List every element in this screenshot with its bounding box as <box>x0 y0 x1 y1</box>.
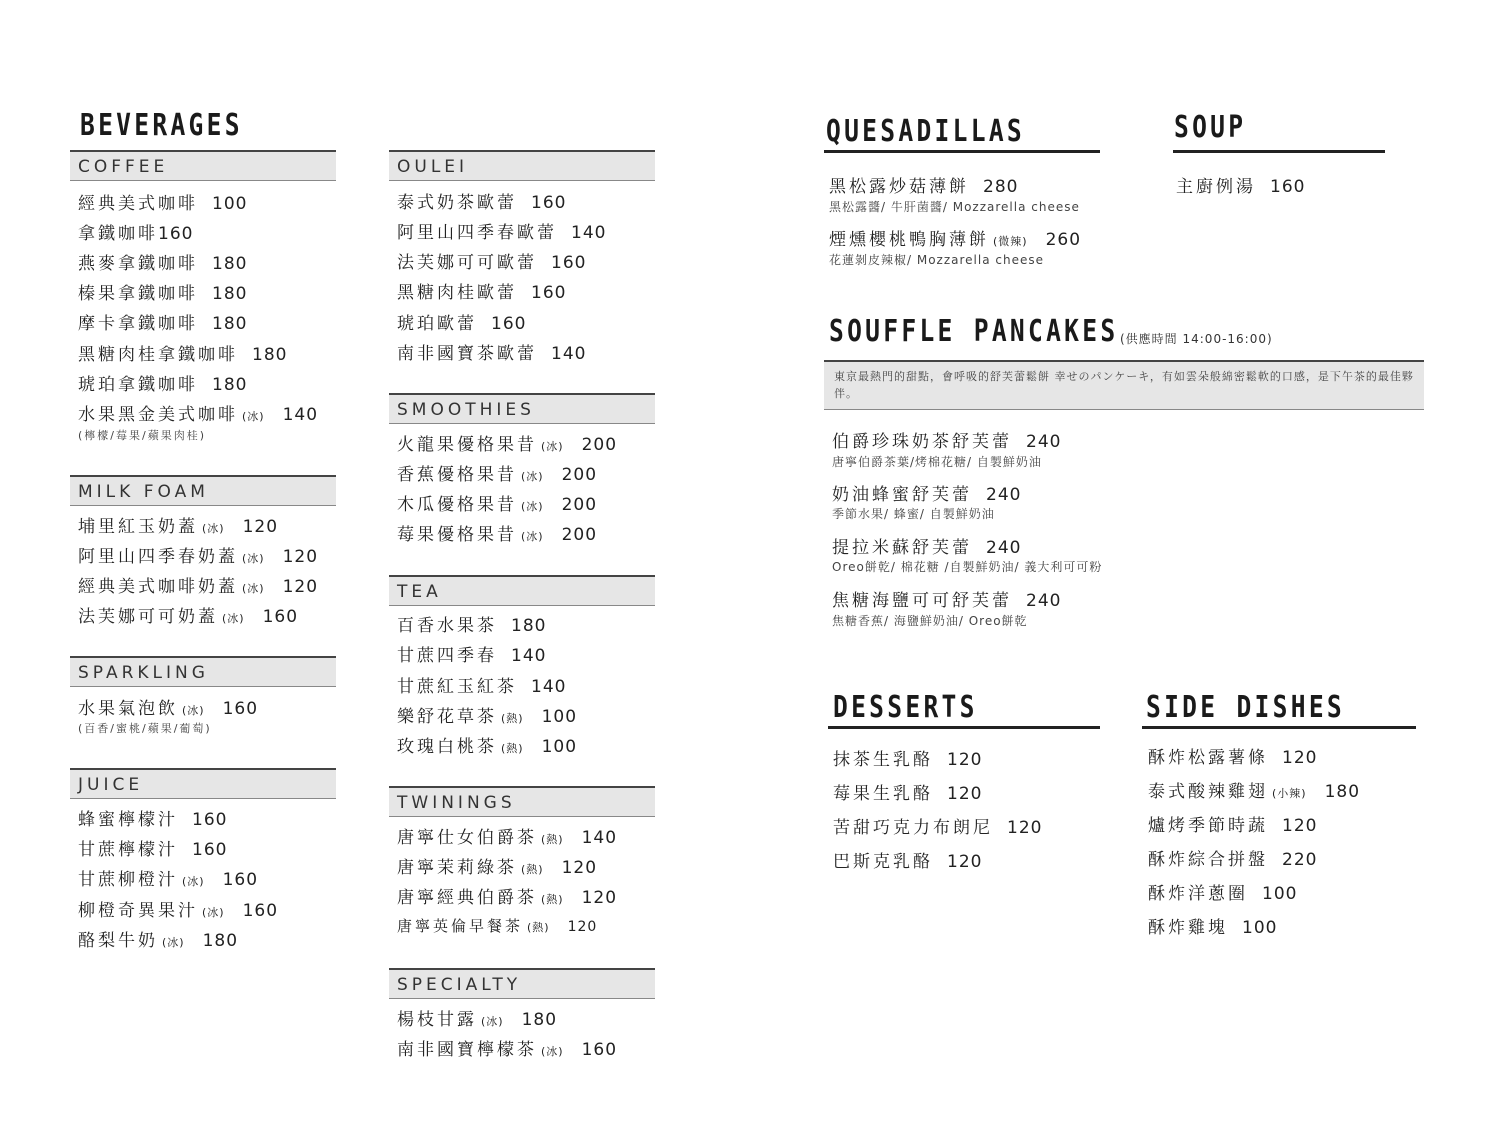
menu-item: 唐寧經典伯爵茶 (熱) 120 <box>397 888 618 908</box>
menu-item: 香蕉優格果昔 (冰) 200 <box>397 465 598 485</box>
menu-item: 水果黑金美式咖啡 (冰) 140 <box>78 405 319 425</box>
item-description: 季節水果/ 蜂蜜/ 自製鮮奶油 <box>832 507 995 521</box>
menu-item: 法芙娜可可歐蕾 160 <box>397 253 587 273</box>
menu-item: 法芙娜可可奶蓋 (冰) 160 <box>78 607 299 627</box>
menu-item: 琥珀歐蕾 160 <box>397 314 527 334</box>
menu-item: 酥炸綜合拼盤 220 <box>1148 850 1318 870</box>
menu-item: 泰式奶茶歐蕾 160 <box>397 193 567 213</box>
menu-item: 唐寧英倫早餐茶 (熱) 120 <box>397 917 598 935</box>
item-note: (檸檬/莓果/蘋果肉桂) <box>78 429 206 442</box>
menu-item: 埔里紅玉奶蓋 (冰) 120 <box>78 517 279 537</box>
desserts-underline <box>828 726 1100 729</box>
menu-item: 莓果生乳酪 120 <box>833 784 983 804</box>
juice-header: JUICE <box>70 768 336 799</box>
oulei-header: OULEI <box>389 150 655 181</box>
menu-item: 南非國寶茶歐蕾 140 <box>397 344 587 364</box>
item-note: (百香/蜜桃/蘋果/葡萄) <box>78 722 212 735</box>
menu-item: 樂舒花草茶 (熱) 100 <box>397 707 578 727</box>
side-dishes-title: SIDE DISHES <box>1146 690 1346 725</box>
beverages-title: BEVERAGES <box>80 108 243 143</box>
desserts-title: DESSERTS <box>833 690 978 725</box>
menu-item: 泰式酸辣雞翅 (小辣) 180 <box>1148 782 1361 802</box>
menu-item: 焦糖海鹽可可舒芙蕾 240 <box>832 591 1062 611</box>
menu-item: 主廚例湯 160 <box>1176 177 1306 197</box>
menu-item: 甘蔗柳橙汁 (冰) 160 <box>78 870 259 890</box>
soup-title: SOUP <box>1174 110 1247 145</box>
menu-item: 摩卡拿鐵咖啡 180 <box>78 314 248 334</box>
quesadillas-underline <box>824 150 1100 153</box>
menu-item: 甘蔗檸檬汁 160 <box>78 840 228 860</box>
menu-item: 楊枝甘露 (冰) 180 <box>397 1010 558 1030</box>
menu-item: 莓果優格果昔 (冰) 200 <box>397 525 598 545</box>
souffle-title: SOUFFLE PANCAKES <box>829 314 1119 349</box>
menu-item: 百香水果茶 180 <box>397 616 547 636</box>
specialty-header: SPECIALTY <box>389 968 655 999</box>
menu-item: 拿鐵咖啡160 <box>78 224 194 244</box>
menu-item: 榛果拿鐵咖啡 180 <box>78 284 248 304</box>
menu-item: 苦甜巧克力布朗尼 120 <box>833 818 1043 838</box>
menu-item: 酥炸洋蔥圈 100 <box>1148 884 1298 904</box>
menu-item: 燕麥拿鐵咖啡 180 <box>78 254 248 274</box>
menu-item: 經典美式咖啡 100 <box>78 194 248 214</box>
menu-item: 酥炸松露薯條 120 <box>1148 748 1318 768</box>
soup-underline <box>1173 150 1385 153</box>
menu-item: 唐寧仕女伯爵茶 (熱) 140 <box>397 828 618 848</box>
menu-item: 酥炸雞塊 100 <box>1148 918 1278 938</box>
menu-item: 黑松露炒菇薄餅 280 <box>829 177 1019 197</box>
menu-item: 抹茶生乳酪 120 <box>833 750 983 770</box>
menu-item: 經典美式咖啡奶蓋 (冰) 120 <box>78 577 319 597</box>
item-description: 花蓮剝皮辣椒/ Mozzarella cheese <box>829 253 1044 267</box>
item-description: Oreo餅乾/ 棉花糖 /自製鮮奶油/ 義大利可可粉 <box>832 560 1103 574</box>
coffee-header: COFFEE <box>70 150 336 181</box>
menu-item: 柳橙奇異果汁 (冰) 160 <box>78 901 279 921</box>
tea-header: TEA <box>389 575 655 606</box>
quesadillas-title: QUESADILLAS <box>826 114 1026 149</box>
item-description: 焦糖香蕉/ 海鹽鮮奶油/ Oreo餅乾 <box>832 614 1028 628</box>
sparkling-header: SPARKLING <box>70 656 336 687</box>
menu-item: 煙燻櫻桃鴨胸薄餅 (微辣) 260 <box>829 230 1082 250</box>
item-description: 唐寧伯爵茶葉/烤棉花糖/ 自製鮮奶油 <box>832 455 1042 469</box>
menu-item: 火龍果優格果昔 (冰) 200 <box>397 435 618 455</box>
menu-item: 爐烤季節時蔬 120 <box>1148 816 1318 836</box>
smoothies-header: SMOOTHIES <box>389 393 655 424</box>
menu-item: 酪梨牛奶 (冰) 180 <box>78 931 239 951</box>
twinings-header: TWININGS <box>389 786 655 817</box>
menu-item: 阿里山四季春奶蓋 (冰) 120 <box>78 547 319 567</box>
menu-item: 玫瑰白桃茶 (熱) 100 <box>397 737 578 757</box>
menu-item: 南非國寶檸檬茶 (冰) 160 <box>397 1040 618 1060</box>
side-dishes-underline <box>1142 726 1416 729</box>
souffle-intro: 東京最熱門的甜點，會呼吸的舒芙蕾鬆餅 幸せのパンケーキ，有如雲朵般綿密鬆軟的口感，是下午茶的最佳夥伴。 <box>824 360 1424 410</box>
menu-item: 木瓜優格果昔 (冰) 200 <box>397 495 598 515</box>
menu-item: 阿里山四季春歐蕾 140 <box>397 223 607 243</box>
souffle-hours: (供應時間 14:00-16:00) <box>1120 332 1273 346</box>
menu-item: 水果氣泡飲 (冰) 160 <box>78 699 259 719</box>
menu-item: 奶油蜂蜜舒芙蕾 240 <box>832 485 1022 505</box>
menu-item: 甘蔗紅玉紅茶 140 <box>397 677 567 697</box>
menu-item: 巴斯克乳酪 120 <box>833 852 983 872</box>
menu-item: 提拉米蘇舒芙蕾 240 <box>832 538 1022 558</box>
menu-item: 唐寧茉莉綠茶 (熱) 120 <box>397 858 598 878</box>
menu-item: 黑糖肉桂歐蕾 160 <box>397 283 567 303</box>
menu-item: 甘蔗四季春 140 <box>397 646 547 666</box>
menu-item: 伯爵珍珠奶茶舒芙蕾 240 <box>832 432 1062 452</box>
menu-item: 黑糖肉桂拿鐵咖啡 180 <box>78 345 288 365</box>
menu-item: 琥珀拿鐵咖啡 180 <box>78 375 248 395</box>
milk-foam-header: MILK FOAM <box>70 475 336 506</box>
item-description: 黑松露醬/ 牛肝菌醬/ Mozzarella cheese <box>829 200 1080 214</box>
menu-item: 蜂蜜檸檬汁 160 <box>78 810 228 830</box>
